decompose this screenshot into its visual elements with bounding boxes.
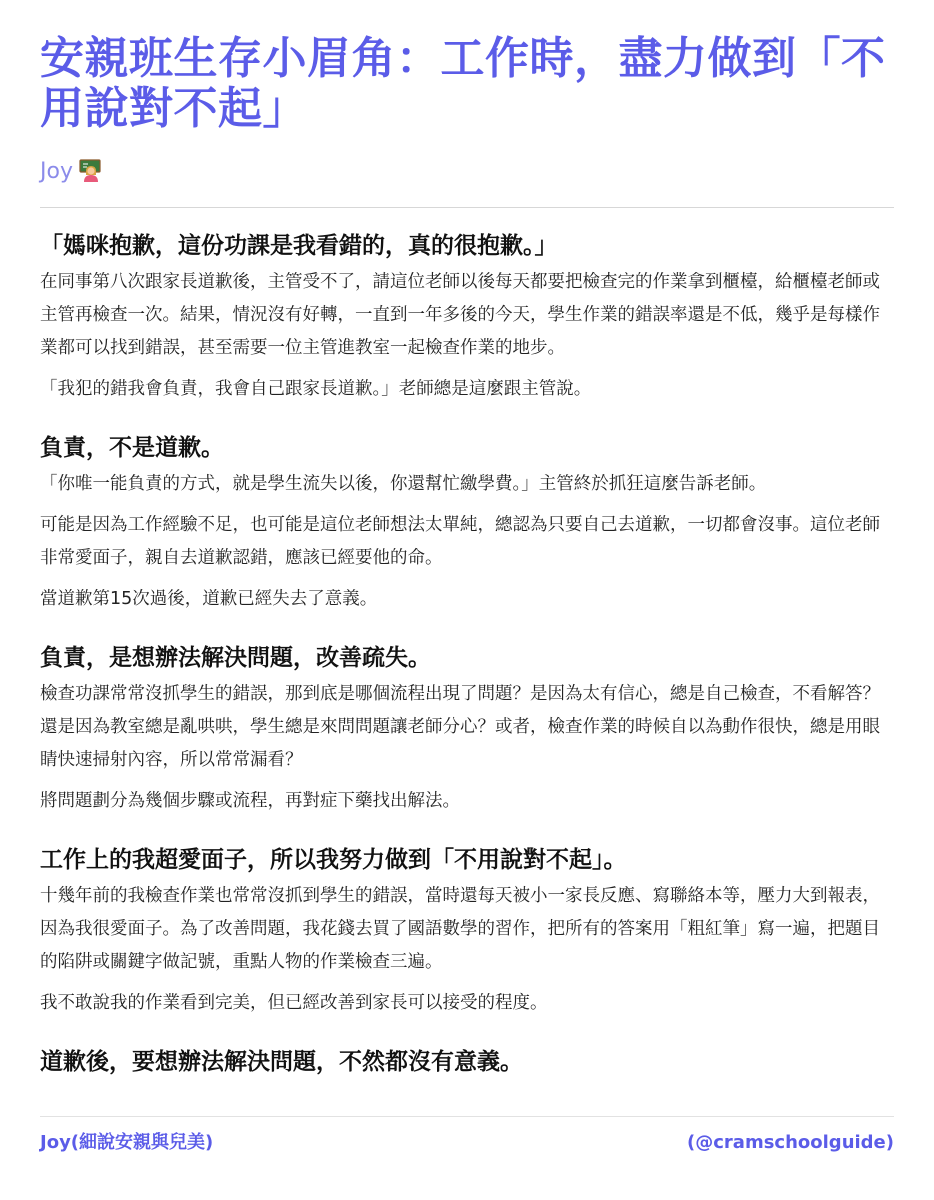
section-heading: 道歉後，要想辦法解決問題，不然都沒有意義。 — [40, 1049, 523, 1075]
article-body — [40, 226, 894, 1082]
header-divider — [40, 207, 894, 208]
paragraph: 可能是因為工作經驗不足，也可能是這位老師想法太單純，總認為只要自己去道歉，一切都會沒事。這位老師非常愛面子，親自去道歉認錯，應該已經要他的命。 — [40, 515, 880, 568]
paragraph: 將問題劃分為幾個步驟或流程，再對症下藥找出解法。 — [40, 791, 460, 811]
paragraph: 我不敢說我的作業看到完美，但已經改善到家長可以接受的程度。 — [40, 993, 548, 1013]
section-heading: 工作上的我超愛面子，所以我努力做到「不用說對不起」。 — [40, 847, 627, 873]
paragraph: 十幾年前的我檢查作業也常常沒抓到學生的錯誤，當時還每天被小一家長反應、寫聯絡本等，壓力大到報表，因為我很愛面子。為了改善問題，我花錢去買了國語數學的習作，把所有的答案用「粗紅筆」寫一遍，把題目的陷阱或關鍵字做記號，重點人物的作業檢查三遍。 — [40, 886, 880, 972]
footer-divider — [40, 1116, 894, 1117]
section-heading: 「媽咪抱歉，這份功課是我看錯的，真的很抱歉。」 — [40, 233, 558, 259]
paragraph: 「你唯一能負責的方式，就是學生流失以後，你還幫忙繳學費。」主管終於抓狂這麼告訴老師。 — [40, 474, 767, 494]
paragraph: 「我犯的錯我會負責，我會自己跟家長道歉。」老師總是這麼跟主管說。 — [40, 379, 592, 399]
article-title: 安親班生存小眉角：工作時，盡力做到「不用說對不起」 — [40, 33, 886, 134]
footer-handle: (@cramschoolguide) — [687, 1132, 894, 1153]
paragraph: 在同事第八次跟家長道歉後，主管受不了，請這位老師以後每天都要把檢查完的作業拿到櫃檯，給櫃檯老師或主管再檢查一次。結果，情況沒有好轉，一直到一年多後的今天，學生作業的錯誤率還是不低，幾乎是每樣作業都可以找到錯誤，甚至需要一位主管進教室一起檢查作業的地步。 — [40, 272, 880, 358]
section-heading: 負責，不是道歉。 — [40, 435, 224, 461]
paragraph: 檢查功課常常沒抓學生的錯誤，那到底是哪個流程出現了問題？是因為太有信心，總是自己檢查，不看解答？還是因為教室總是亂哄哄，學生總是來問問題讓老師分心？或者，檢查作業的時候自以為動作很快，總是用眼睛快速掃射內容，所以常常漏看？ — [40, 684, 880, 770]
footer-author: Joy(細說安親與兒美) — [40, 1132, 214, 1153]
teacher-emoji-icon — [79, 158, 101, 182]
section-heading: 負責，是想辦法解決問題，改善疏失。 — [40, 645, 431, 671]
author-name: Joy — [40, 159, 73, 184]
paragraph: 當道歉第15次過後，道歉已經失去了意義。 — [40, 589, 378, 609]
author-line — [40, 157, 101, 187]
